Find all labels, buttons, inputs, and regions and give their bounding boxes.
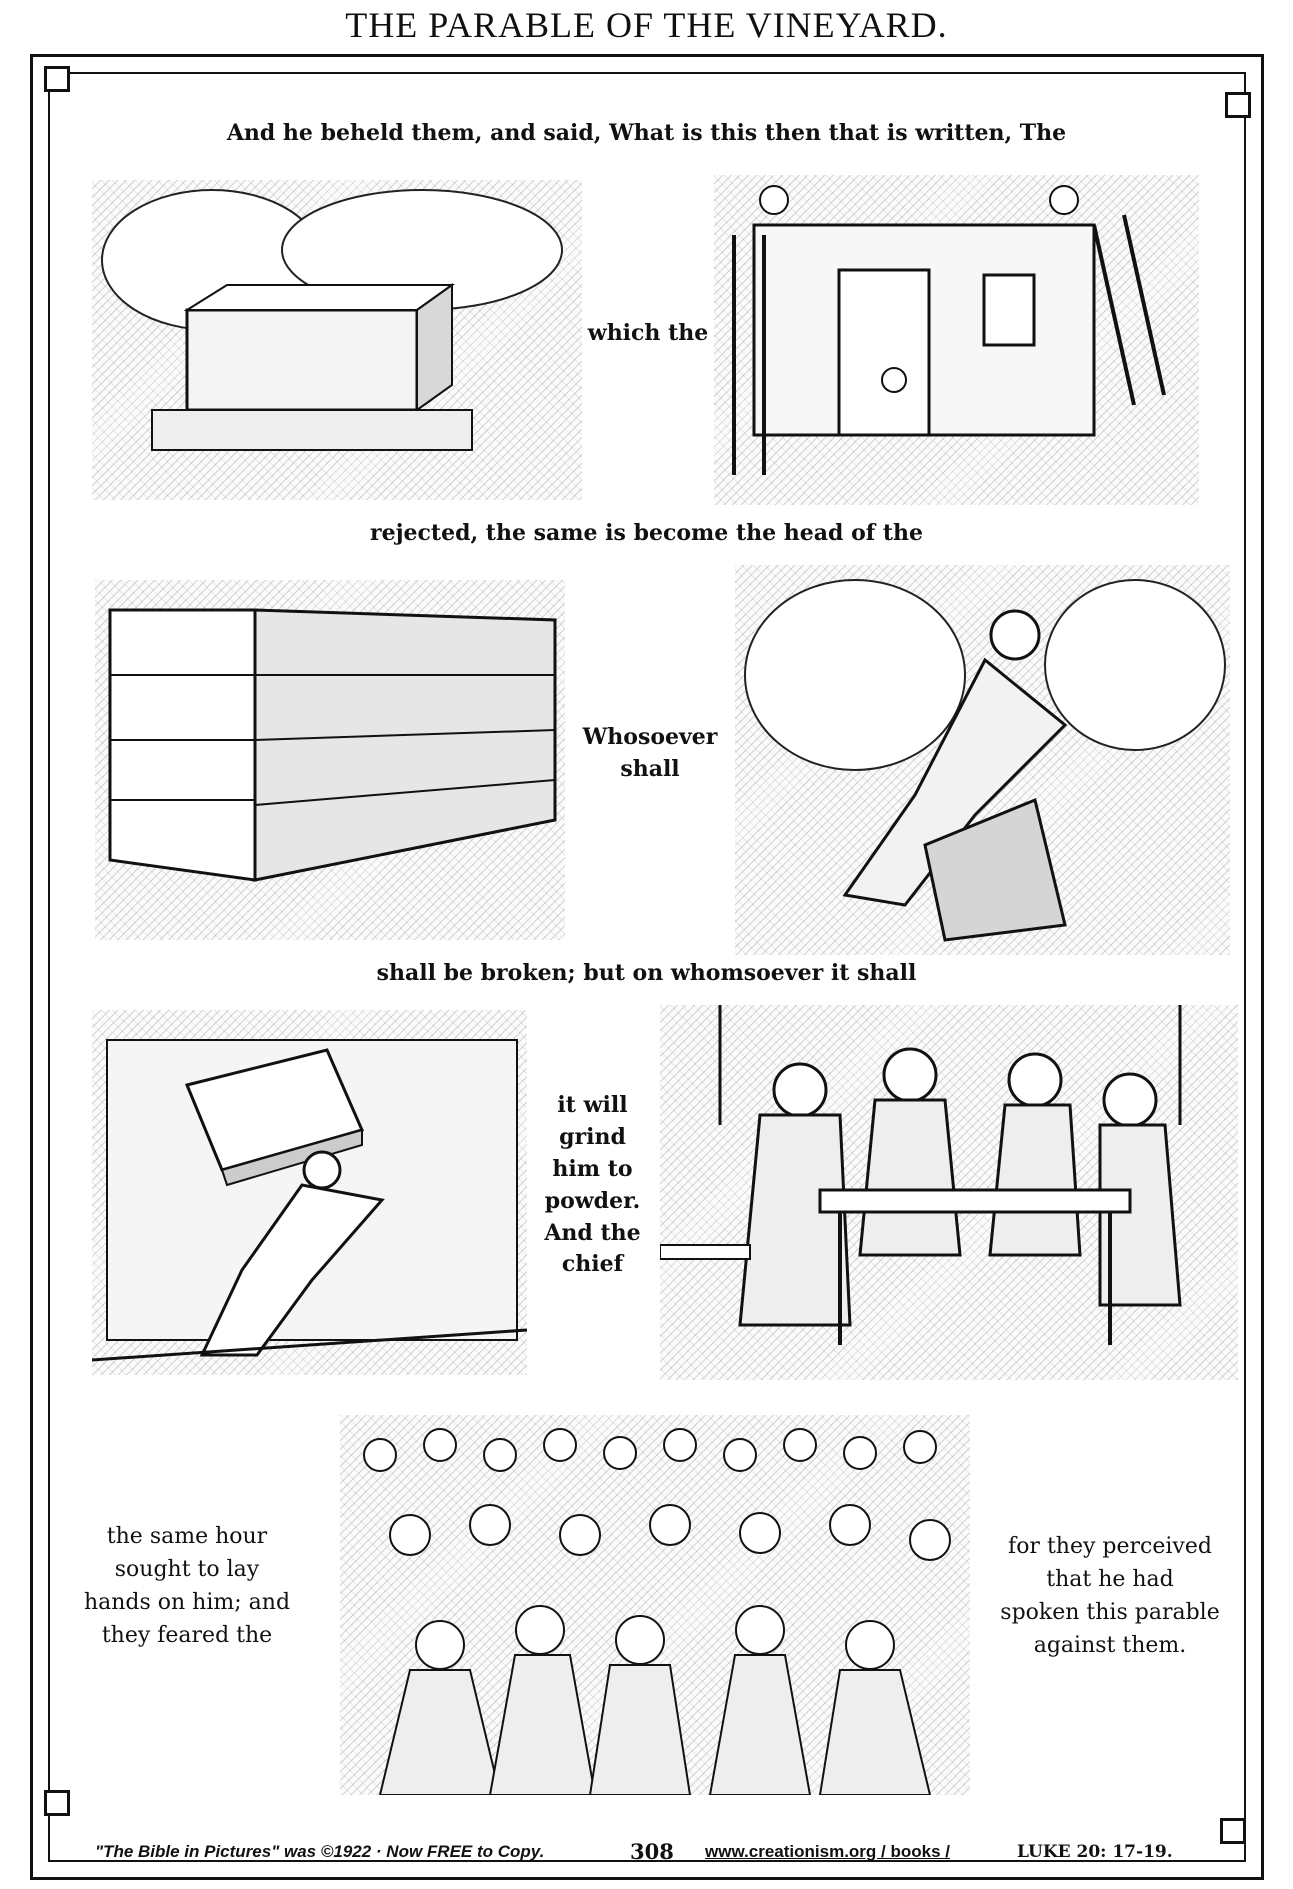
- page-title: THE PARABLE OF THE VINEYARD.: [345, 5, 948, 45]
- corner-ornament-top-left: [44, 66, 70, 92]
- caption-line-6-b: grind: [559, 1123, 626, 1150]
- illustration-cornerstone-wall: [95, 580, 565, 940]
- caption-right-d: against them.: [1033, 1633, 1187, 1658]
- page-number: 308: [630, 1839, 674, 1864]
- caption-left-block: [82, 1520, 292, 1652]
- caption-right-a: for they perceived: [1008, 1534, 1212, 1559]
- caption-line-2: which the: [587, 320, 709, 346]
- caption-line-6-a: it will: [557, 1092, 628, 1118]
- caption-line-6-e: And the: [544, 1219, 641, 1246]
- caption-line-1: And he beheld them, and said, What is this then that is written, The: [226, 120, 1067, 146]
- caption-line-5: shall be broken; but on whomsoever it shall: [376, 960, 917, 986]
- caption-right-b: that he had: [1046, 1567, 1174, 1592]
- caption-left-c: hands on him; and: [83, 1590, 291, 1615]
- caption-line-4-a: Whosoever: [582, 724, 718, 750]
- caption-right-block: [985, 1530, 1235, 1662]
- caption-line-3: rejected, the same is become the head of the: [369, 520, 924, 546]
- caption-left-d: they feared the: [101, 1623, 273, 1648]
- illustration-man-stumbling-on-stone: [735, 565, 1230, 955]
- corner-ornament-bottom-right: [1220, 1818, 1246, 1844]
- corner-ornament-top-right: [1225, 92, 1251, 118]
- caption-left-b: sought to lay: [114, 1557, 260, 1582]
- caption-line-6-f: chief: [561, 1251, 624, 1278]
- illustration-chief-priests-at-table: [660, 1005, 1238, 1380]
- caption-line-6-c: him to: [552, 1155, 633, 1182]
- illustration-crowd-of-people: [340, 1415, 970, 1795]
- footer: [95, 1839, 1205, 1868]
- footer-url-link[interactable]: www.creationism.org / books /: [705, 1842, 950, 1861]
- caption-line-4: [565, 722, 735, 786]
- illustration-stone-in-bushes: [92, 180, 582, 500]
- caption-line-4-b: shall: [620, 755, 680, 782]
- caption-left-a: the same hour: [106, 1524, 268, 1549]
- illustration-stone-falling-on-man: [92, 1010, 527, 1375]
- caption-right-c: spoken this parable: [1000, 1600, 1220, 1625]
- scripture-reference: LUKE 20: 17-19.: [1017, 1842, 1173, 1862]
- caption-line-6-d: powder.: [544, 1187, 641, 1214]
- illustration-builders-at-house: [714, 175, 1199, 505]
- corner-ornament-bottom-left: [44, 1790, 70, 1816]
- caption-line-6: [530, 1090, 655, 1281]
- footer-credit: "The Bible in Pictures" was ©1922 · Now FREE to Copy.: [95, 1842, 545, 1861]
